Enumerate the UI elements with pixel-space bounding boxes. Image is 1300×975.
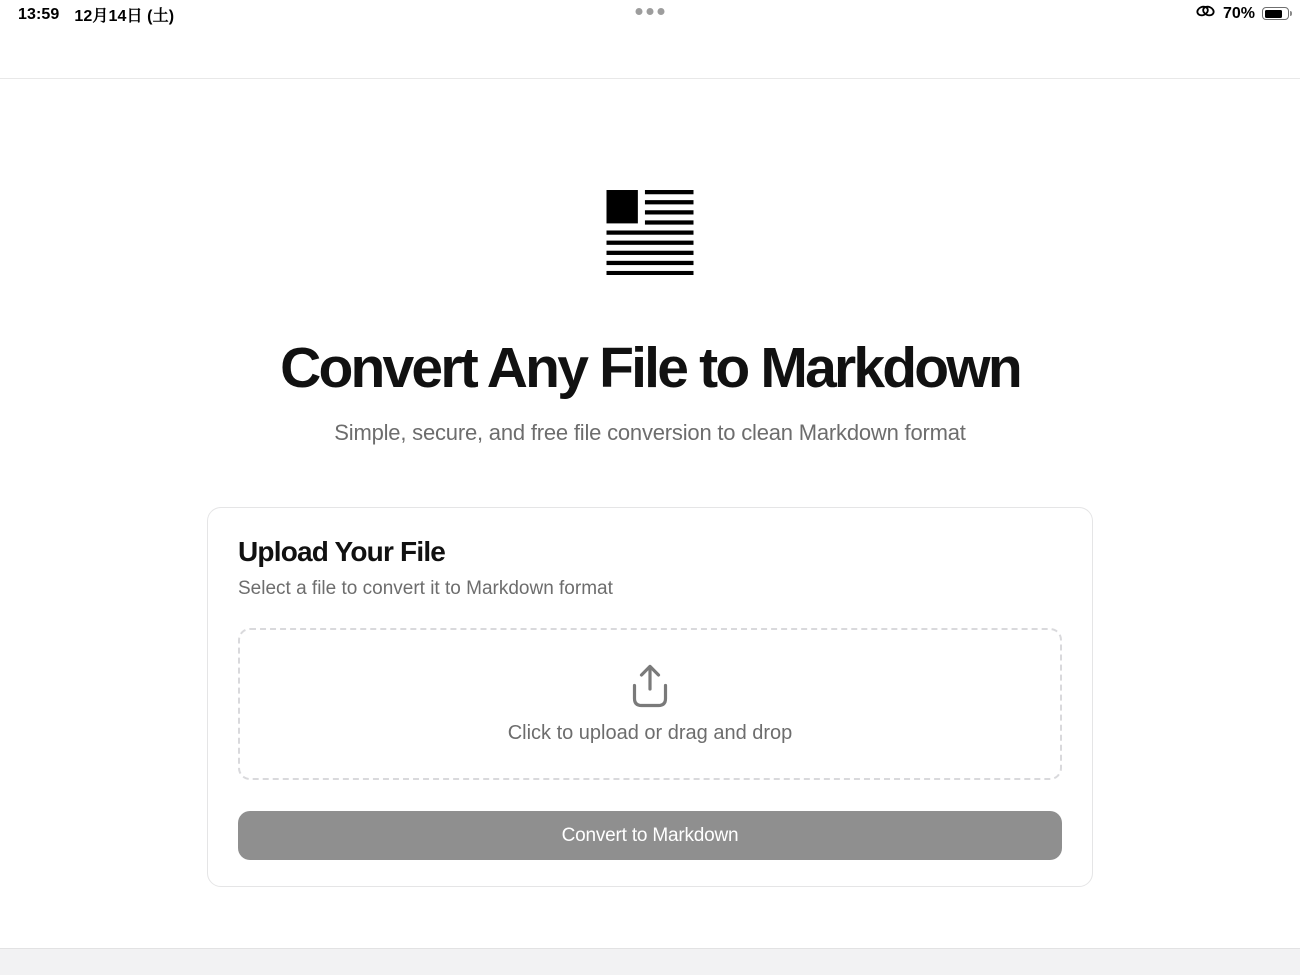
status-time: 13:59 <box>18 5 60 23</box>
battery-percent: 70% <box>1222 4 1255 22</box>
battery-icon <box>1262 7 1292 20</box>
personal-hotspot-icon <box>1195 3 1216 24</box>
upload-icon <box>630 663 670 713</box>
status-left-cluster <box>18 3 174 26</box>
status-bar <box>0 0 1300 28</box>
page-subtitle: Simple, secure, and free file conversion to clean Markdown format <box>334 420 966 445</box>
document-text-icon <box>607 190 694 280</box>
file-dropzone[interactable] <box>238 628 1062 780</box>
upload-card <box>207 507 1093 887</box>
header-divider <box>0 78 1300 79</box>
status-right-cluster <box>1195 3 1292 24</box>
multitask-dots-indicator[interactable] <box>636 8 665 15</box>
bottom-toolbar-strip[interactable] <box>0 948 1300 975</box>
convert-to-markdown-button[interactable]: Convert to Markdown <box>238 811 1062 860</box>
dot-icon <box>647 8 654 15</box>
dot-icon <box>658 8 665 15</box>
status-date: 12月14日 (土) <box>74 8 175 25</box>
upload-card-title: Upload Your File <box>238 536 446 567</box>
page-title: Convert Any File to Markdown <box>280 336 1020 400</box>
dropzone-label: Click to upload or drag and drop <box>507 722 793 744</box>
battery-nub <box>1290 11 1292 16</box>
battery-fill <box>1265 10 1283 18</box>
dot-icon <box>636 8 643 15</box>
upload-card-subtitle: Select a file to convert it to Markdown format <box>238 578 613 599</box>
